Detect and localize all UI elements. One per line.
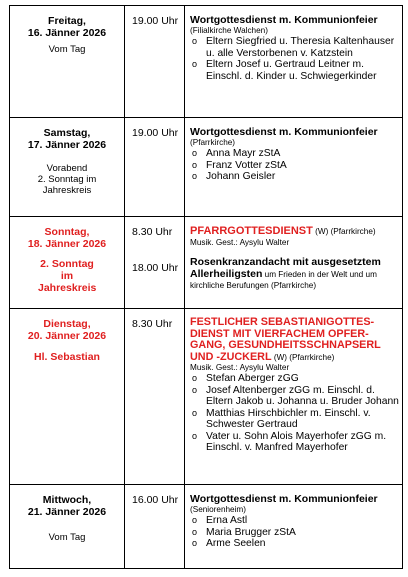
event-title-line	[190, 317, 400, 363]
time-cell	[125, 309, 185, 485]
time-cell	[125, 6, 185, 118]
day-cell	[10, 309, 125, 485]
time-value: 8.30 Uhr	[132, 318, 173, 330]
list-item: o Arme Seelen	[190, 538, 400, 550]
day-name: Sonntag,	[44, 226, 90, 238]
day-date: 17. Jänner 2026	[27, 139, 107, 151]
event-second	[190, 256, 400, 291]
event-cell	[185, 485, 403, 569]
intentions-list	[190, 148, 400, 183]
list-item: o Erna Astl	[190, 515, 400, 527]
time-cell	[125, 118, 185, 217]
schedule-row-friday	[10, 6, 403, 118]
day-name: Dienstag,	[43, 318, 91, 330]
day-cell	[10, 6, 125, 118]
event-place: (Filialkirche Walchen)	[190, 26, 268, 35]
intentions-list	[190, 515, 400, 550]
list-item: o Franz Votter zStA	[190, 160, 400, 172]
event-cell	[185, 309, 403, 485]
day-subtitle-2: 2. Sonntag im Jahreskreis	[37, 174, 97, 196]
event-title-suffix: (W) (Pfarrkirche)	[271, 352, 335, 362]
schedule-row-tuesday	[10, 309, 403, 485]
day-cell	[10, 485, 125, 569]
event-title-2-suffix: um Frieden in der Welt und um kirchliche Berufungen (Pfarrkirche)	[190, 270, 377, 290]
event-title: Wortgottesdienst m. Kommunionfeier	[190, 493, 378, 505]
list-item: o Vater u. Sohn Alois Mayerhofer zGG m. Einschl. v. Manfred Mayerhofer	[190, 431, 400, 454]
day-name: Freitag,	[48, 15, 86, 27]
time-cell	[125, 217, 185, 309]
event-title: FESTLICHER SEBASTIANIGOTTES-DIENST MIT VIERFACHEM OPFER-GANG, GESUNDHEITSSCHNAPSERL UND -ZUCKERL	[190, 316, 381, 363]
event-title-2: Rosenkranzandacht mit ausgesetztem Allerheiligsten	[190, 256, 381, 280]
day-date: 21. Jänner 2026	[27, 506, 107, 518]
day-cell	[10, 217, 125, 309]
list-item: o Eltern Siegfried u. Theresia Kaltenhauser u. alle Verstorbenen v. Katzstein	[190, 36, 400, 59]
event-title-suffix: (W) (Pfarrkirche)	[312, 227, 376, 236]
list-item: o Matthias Hirschbichler m. Einschl. v. Schwester Gertraud	[190, 408, 400, 431]
day-subtitle: 2. Sonntag im Jahreskreis	[38, 258, 97, 294]
schedule-row-wednesday	[10, 485, 403, 569]
event-title: Wortgottesdienst m. Kommunionfeier	[190, 126, 378, 138]
list-item: o Josef Altenberger zGG m. Einschl. d. Eltern Jakob u. Johanna u. Bruder Johann	[190, 385, 400, 408]
time-value: 16.00 Uhr	[132, 494, 179, 506]
time-value: 19.00 Uhr	[132, 127, 179, 139]
time-cell	[125, 485, 185, 569]
event-cell	[185, 217, 403, 309]
intentions-list	[190, 36, 400, 82]
list-item: o Eltern Josef u. Gertraud Leitner m. Einschl. d. Kinder u. Schwiegerkinder	[190, 59, 400, 82]
list-item: o Anna Mayr zStA	[190, 148, 400, 160]
event-cell	[185, 6, 403, 118]
schedule-row-saturday	[10, 118, 403, 217]
intentions-list	[190, 373, 400, 454]
day-subtitle: Vorabend	[46, 163, 88, 174]
event-title: Wortgottesdienst m. Kommunionfeier	[190, 14, 378, 26]
list-item: o Johann Geisler	[190, 171, 400, 183]
time-value: 8.30 Uhr	[132, 226, 173, 238]
schedule-table	[9, 5, 403, 569]
day-subtitle: Hl. Sebastian	[34, 351, 100, 363]
day-cell	[10, 118, 125, 217]
day-subtitle: Vom Tag	[48, 532, 86, 543]
day-date: 16. Jänner 2026	[27, 27, 107, 39]
event-title-line	[190, 225, 400, 238]
time-value-2: 18.00 Uhr	[132, 262, 179, 274]
event-place: (Pfarrkirche)	[190, 138, 236, 147]
event-cell	[185, 118, 403, 217]
time-value: 19.00 Uhr	[132, 15, 179, 27]
day-subtitle: Vom Tag	[48, 44, 86, 55]
day-date: 20. Jänner 2026	[27, 330, 107, 342]
day-name: Mittwoch,	[42, 494, 92, 506]
event-title: PFARRGOTTESDIENST	[190, 225, 313, 237]
list-item: o Maria Brugger zStA	[190, 527, 400, 539]
music-note: Musik. Gest.: Aysylu Walter	[190, 363, 290, 372]
day-name: Samstag,	[43, 127, 91, 139]
event-place: (Seniorenheim)	[190, 505, 246, 514]
music-note: Musik. Gest.: Aysylu Walter	[190, 238, 290, 247]
list-item: o Stefan Aberger zGG	[190, 373, 400, 385]
day-date: 18. Jänner 2026	[27, 238, 107, 250]
schedule-row-sunday	[10, 217, 403, 309]
